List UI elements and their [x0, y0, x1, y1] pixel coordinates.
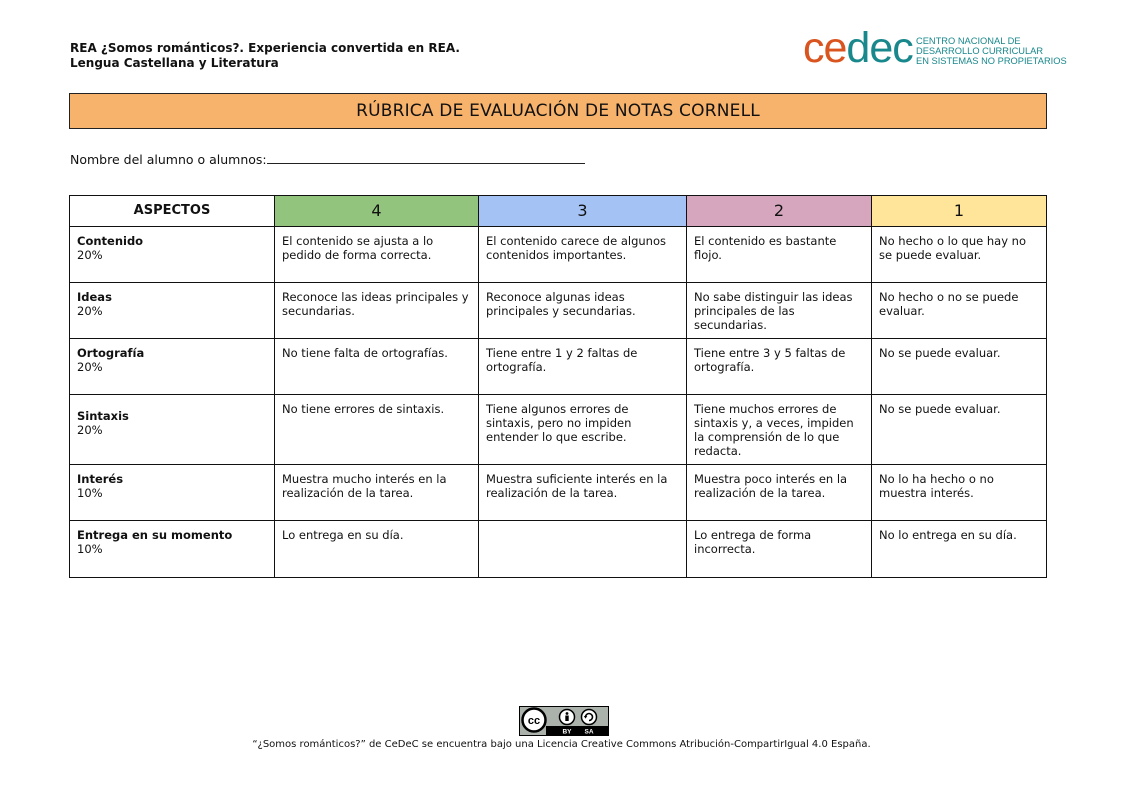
score-3-cell: Tiene entre 1 y 2 faltas de ortografía. — [479, 339, 687, 395]
header-score-4: 4 — [275, 196, 479, 227]
student-name-line[interactable] — [267, 150, 585, 164]
score-2-cell: Tiene muchos errores de sintaxis y, a veces, impiden la comprensión de lo que redacta. — [687, 395, 872, 465]
logo-subtitle: CENTRO NACIONAL DE DESARROLLO CURRICULAR EN SISTEMAS NO PROPIETARIOS — [916, 36, 1067, 66]
score-4-cell: El contenido se ajusta a lo pedido de forma correcta. — [275, 227, 479, 283]
table-row — [70, 521, 1047, 578]
table-row — [70, 395, 1047, 465]
rubric-title: RÚBRICA DE EVALUACIÓN DE NOTAS CORNELL — [69, 93, 1047, 129]
score-3-cell: El contenido carece de algunos contenidos importantes. — [479, 227, 687, 283]
score-4-cell: Muestra mucho interés en la realización de la tarea. — [275, 465, 479, 521]
creative-commons-badge[interactable] — [519, 706, 609, 736]
table-header-row — [70, 196, 1047, 227]
header-aspectos: ASPECTOS — [70, 196, 275, 227]
table-row — [70, 339, 1047, 395]
header-score-3: 3 — [479, 196, 687, 227]
svg-text:cc: cc — [527, 715, 541, 727]
logo-wordmark: cedec — [803, 24, 913, 72]
aspect-cell: Contenido 20% — [70, 227, 275, 283]
score-2-cell: No sabe distinguir las ideas principales de las secundarias. — [687, 283, 872, 339]
document-header — [70, 41, 460, 71]
score-2-cell: Tiene entre 3 y 5 faltas de ortografía. — [687, 339, 872, 395]
score-4-cell: No tiene errores de sintaxis. — [275, 395, 479, 465]
header-score-2: 2 — [687, 196, 872, 227]
aspect-cell: Entrega en su momento 10% — [70, 521, 275, 578]
cc-badge-band — [546, 726, 608, 735]
score-4-cell: No tiene falta de ortografías. — [275, 339, 479, 395]
score-4-cell: Lo entrega en su día. — [275, 521, 479, 578]
student-name-label: Nombre del alumno o alumnos: — [70, 152, 267, 167]
license-notice: “¿Somos románticos?” de CeDeC se encuentra bajo una Licencia Creative Commons Atribución-CompartirIgual 4.0 España. — [252, 739, 871, 750]
score-3-cell: Reconoce algunas ideas principales y secundarias. — [479, 283, 687, 339]
score-1-cell: No se puede evaluar. — [872, 339, 1047, 395]
score-1-cell: No hecho o lo que hay no se puede evaluar. — [872, 227, 1047, 283]
header-subject: Lengua Castellana y Literatura — [70, 56, 279, 70]
svg-text:SA: SA — [584, 728, 594, 736]
aspect-cell: Ideas 20% — [70, 283, 275, 339]
student-name-field — [70, 150, 585, 167]
table-row — [70, 283, 1047, 339]
sa-share-alike-icon — [582, 710, 597, 725]
table-row — [70, 465, 1047, 521]
score-3-cell — [479, 521, 687, 578]
score-2-cell: El contenido es bastante flojo. — [687, 227, 872, 283]
score-1-cell: No se puede evaluar. — [872, 395, 1047, 465]
score-2-cell: Lo entrega de forma incorrecta. — [687, 521, 872, 578]
score-1-cell: No lo entrega en su día. — [872, 521, 1047, 578]
aspect-cell: Interés 10% — [70, 465, 275, 521]
rubric-table — [69, 195, 1047, 578]
score-4-cell: Reconoce las ideas principales y secundarias. — [275, 283, 479, 339]
score-2-cell: Muestra poco interés en la realización de la tarea. — [687, 465, 872, 521]
aspect-cell: Sintaxis 20% — [70, 395, 275, 465]
aspect-cell: Ortografía 20% — [70, 339, 275, 395]
table-row — [70, 227, 1047, 283]
header-score-1: 1 — [872, 196, 1047, 227]
score-3-cell: Tiene algunos errores de sintaxis, pero no impiden entender lo que escribe. — [479, 395, 687, 465]
score-1-cell: No lo ha hecho o no muestra interés. — [872, 465, 1047, 521]
header-title: REA ¿Somos románticos?. Experiencia convertida en REA. — [70, 41, 460, 55]
svg-text:BY: BY — [562, 728, 572, 736]
score-3-cell: Muestra suficiente interés en la realización de la tarea. — [479, 465, 687, 521]
score-1-cell: No hecho o no se puede evaluar. — [872, 283, 1047, 339]
